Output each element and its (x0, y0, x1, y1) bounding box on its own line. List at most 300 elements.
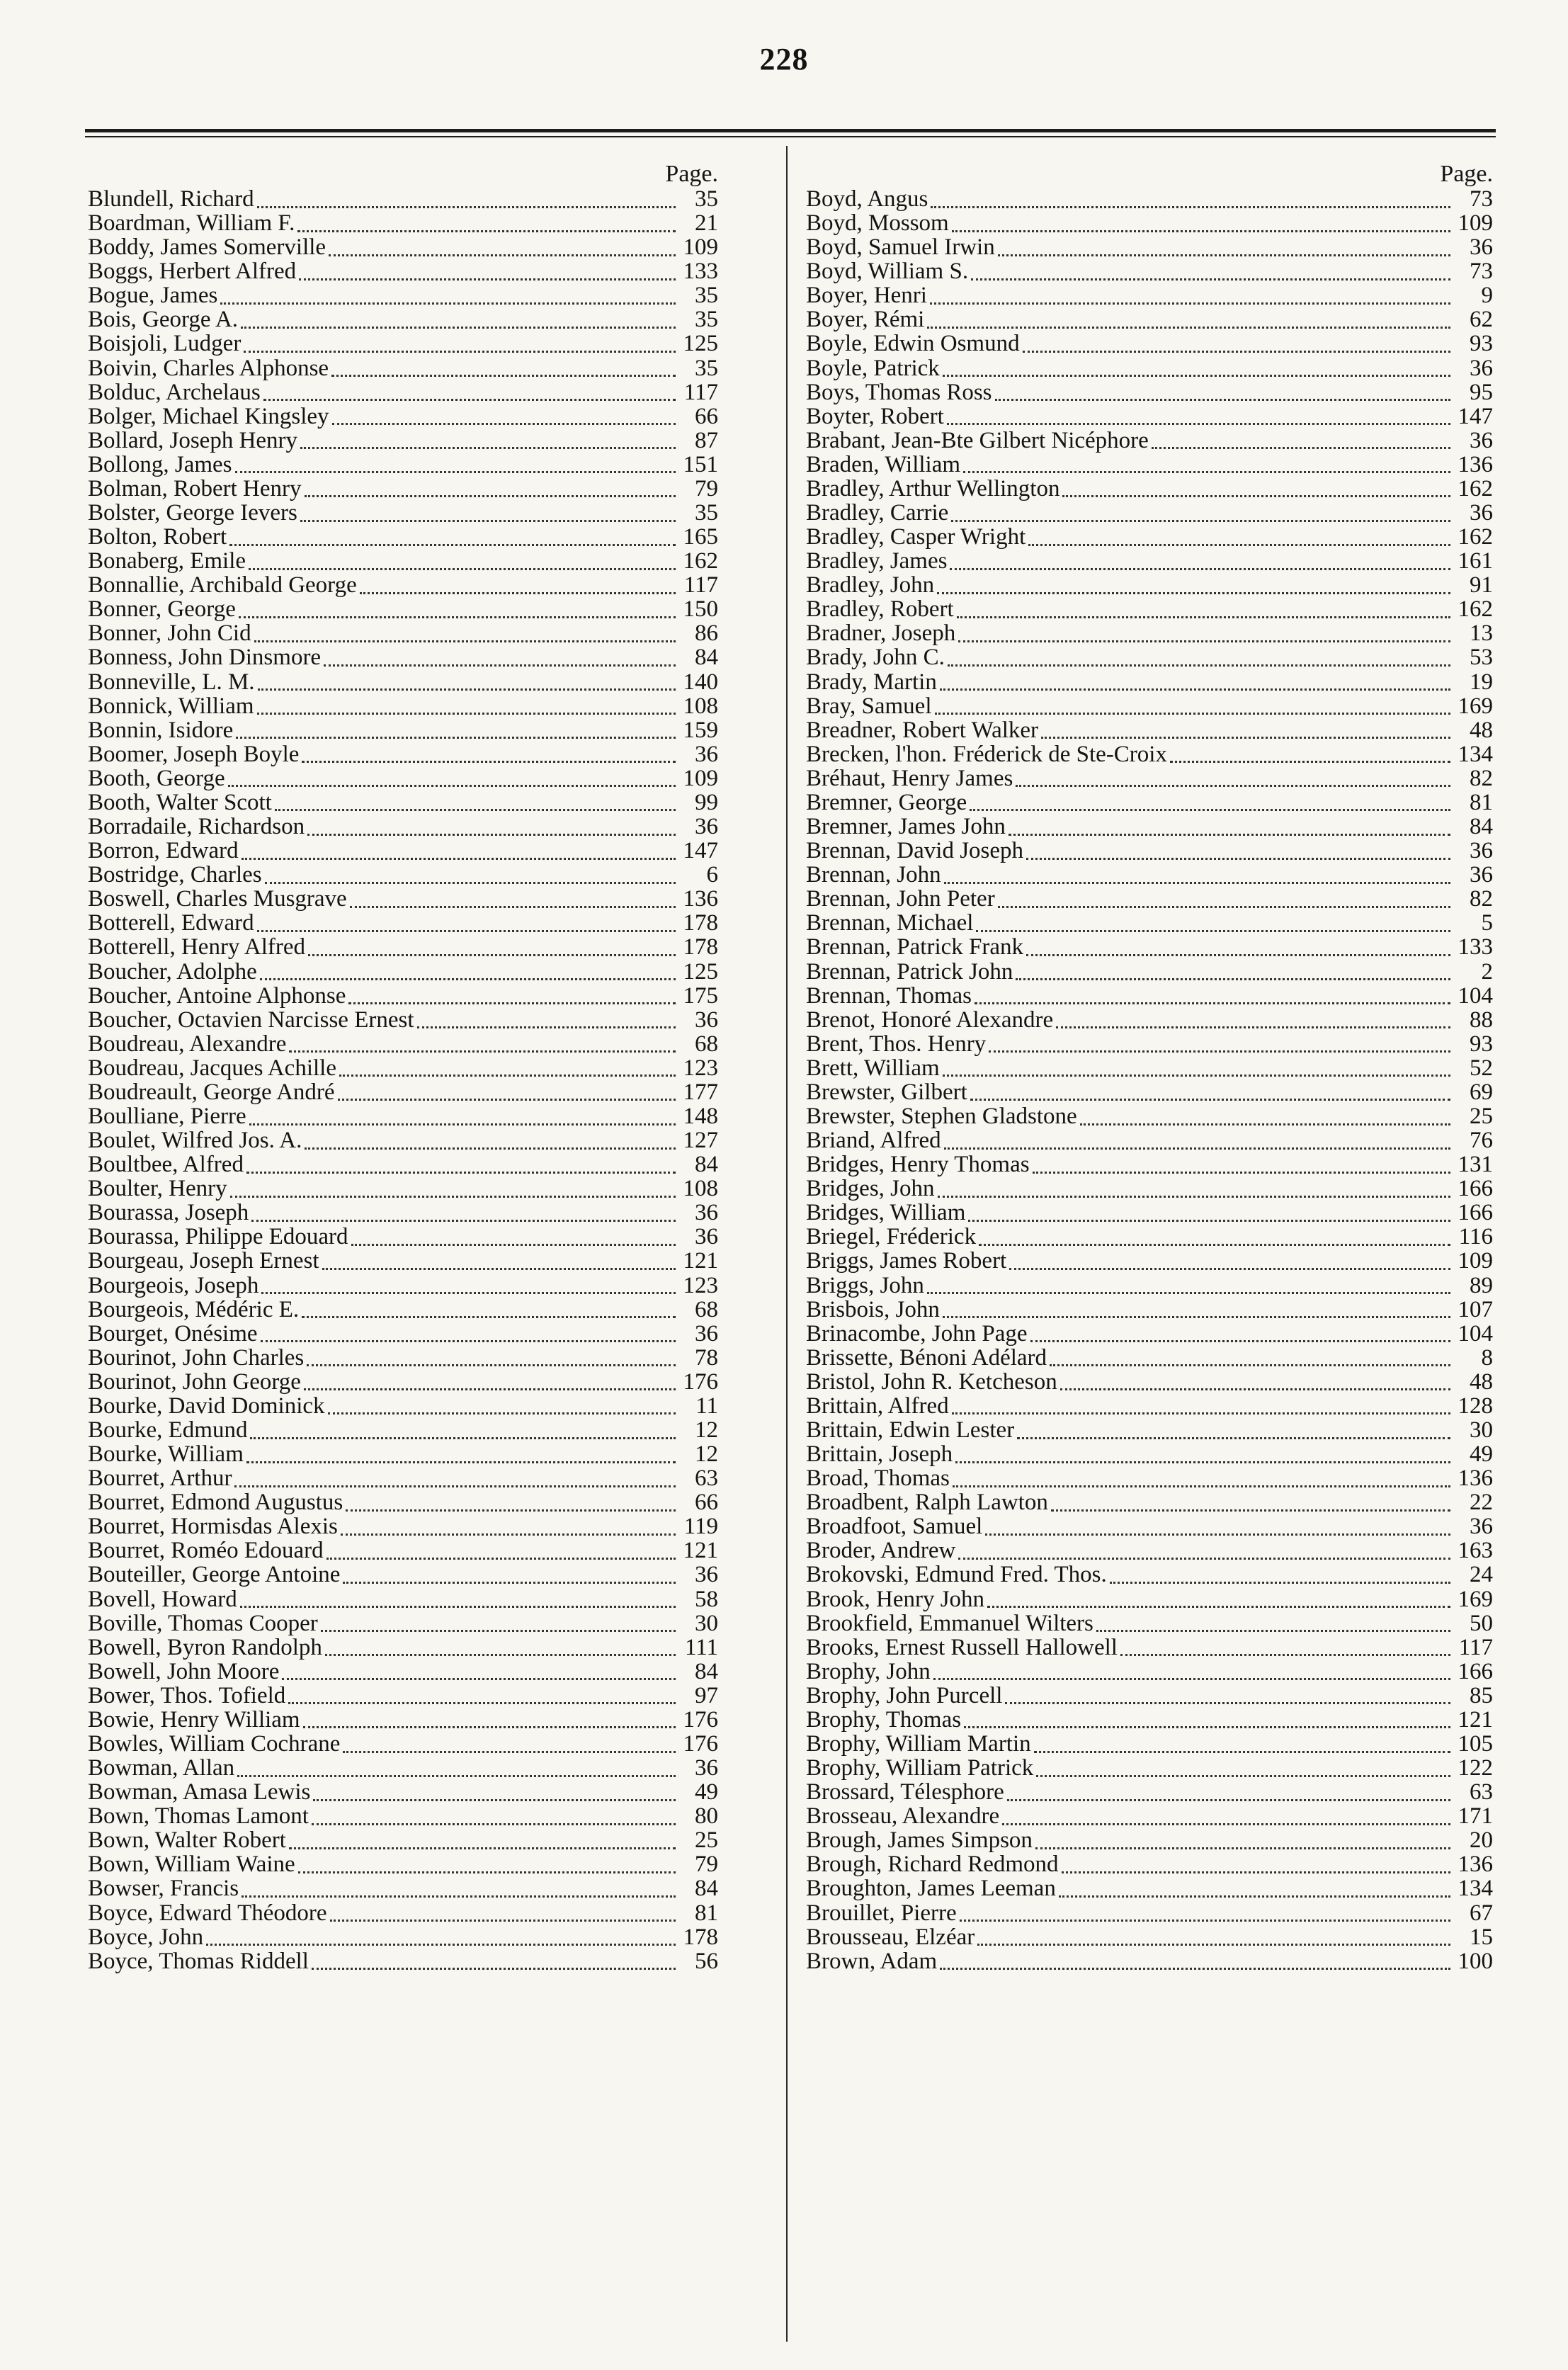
entry-name: Brisbois, John (806, 1296, 940, 1322)
dot-leader (324, 657, 676, 667)
index-entry (88, 1152, 718, 1177)
dot-leader (360, 585, 676, 594)
entry-name: Bown, Walter Robert (88, 1827, 286, 1854)
index-entry (88, 525, 718, 549)
index-entry (88, 1032, 718, 1056)
entry-name: Boultbee, Alfred (88, 1152, 244, 1178)
entry-page: 100 (1458, 1948, 1493, 1974)
entry-page: 53 (1470, 645, 1493, 671)
dot-leader (995, 392, 1450, 401)
dot-leader (998, 247, 1450, 256)
entry-page: 125 (683, 331, 718, 357)
entry-name: Brook, Henry John (806, 1586, 985, 1612)
entry-page: 73 (1470, 186, 1493, 212)
entry-page: 117 (683, 379, 718, 405)
entry-page: 150 (683, 596, 718, 623)
entry-page: 36 (695, 1320, 718, 1346)
entry-name: Boyle, Patrick (806, 355, 940, 381)
dot-leader (302, 1309, 676, 1318)
index-entry (88, 1925, 718, 1949)
index-entry (88, 1466, 718, 1490)
entry-name: Bourgeois, Médéric E. (88, 1296, 300, 1322)
entry-name: Bowell, Byron Randolph (88, 1634, 322, 1660)
entry-page: 9 (1481, 283, 1493, 309)
dot-leader (328, 1405, 676, 1414)
index-entry (88, 1708, 718, 1732)
entry-page: 49 (1470, 1441, 1493, 1468)
entry-name: Bowie, Henry William (88, 1706, 300, 1733)
index-entry (806, 1708, 1493, 1732)
index-entry (806, 1804, 1493, 1828)
index-entry (88, 1128, 718, 1152)
entry-page: 131 (1458, 1152, 1493, 1178)
entry-name: Boucher, Antoine Alphonse (88, 982, 346, 1009)
entry-page: 58 (695, 1586, 718, 1612)
entry-name: Bonner, George (88, 596, 236, 623)
entry-name: Brissette, Bénoni Adélard (806, 1344, 1047, 1371)
entry-page: 111 (684, 1634, 718, 1660)
entry-page: 91 (1470, 572, 1493, 599)
entry-page: 12 (695, 1417, 718, 1443)
dot-leader (1016, 778, 1450, 787)
entry-page: 178 (683, 910, 718, 936)
entry-page: 35 (695, 186, 718, 212)
dot-leader (325, 1647, 676, 1656)
dot-leader (998, 899, 1450, 908)
dot-leader (305, 1140, 676, 1150)
dot-leader (254, 633, 676, 642)
entry-name: Bremner, George (806, 789, 967, 815)
index-entry (806, 1780, 1493, 1804)
entry-name: Boisjoli, Ludger (88, 331, 242, 357)
index-entry (88, 1442, 718, 1466)
index-entry (806, 525, 1493, 549)
entry-page: 66 (695, 403, 718, 429)
dot-leader (1152, 440, 1450, 449)
entry-name: Broughton, James Leeman (806, 1876, 1056, 1902)
index-entry (806, 549, 1493, 573)
entry-page: 35 (695, 307, 718, 333)
entry-name: Bradner, Joseph (806, 620, 956, 647)
entry-name: Botterell, Edward (88, 910, 254, 936)
index-entry (88, 1225, 718, 1249)
entry-page: 30 (695, 1610, 718, 1636)
index-entry (88, 1514, 718, 1538)
index-entry (806, 1418, 1493, 1442)
entry-page: 2 (1481, 958, 1493, 985)
entry-name: Brennan, David Joseph (806, 838, 1024, 864)
entry-name: Bowman, Allan (88, 1755, 235, 1781)
entry-page: 159 (683, 717, 718, 743)
dot-leader (258, 681, 676, 691)
dot-leader (943, 1309, 1450, 1318)
entry-name: Briegel, Fréderick (806, 1224, 977, 1250)
index-entry (88, 1780, 718, 1804)
entry-name: Botterell, Henry Alfred (88, 934, 305, 960)
dot-leader (228, 778, 676, 787)
dot-leader (958, 1550, 1450, 1560)
dot-leader (951, 513, 1450, 522)
index-entry (88, 1901, 718, 1925)
entry-page: 136 (1458, 1465, 1493, 1492)
entry-name: Bolman, Robert Henry (88, 475, 302, 501)
dot-leader (229, 537, 676, 546)
entry-page: 20 (1470, 1827, 1493, 1854)
index-entry (806, 1249, 1493, 1273)
index-entry (806, 211, 1493, 235)
entry-page: 36 (695, 1200, 718, 1226)
dot-leader (249, 561, 676, 570)
entry-page: 136 (1458, 451, 1493, 477)
dot-leader (312, 1961, 676, 1970)
entry-page: 68 (695, 1031, 718, 1057)
dot-leader (1062, 488, 1450, 497)
page-column-header: Page. (665, 161, 718, 187)
entry-name: Boyter, Robert (806, 403, 944, 429)
dot-leader (971, 271, 1450, 280)
dot-leader (242, 851, 676, 860)
entry-page: 133 (683, 259, 718, 285)
entry-name: Bown, William Waine (88, 1852, 295, 1878)
index-entry (806, 1152, 1493, 1177)
entry-name: Brewster, Stephen Gladstone (806, 1103, 1077, 1129)
entry-name: Brittain, Alfred (806, 1393, 949, 1419)
index-entry (88, 404, 718, 429)
dot-leader (937, 585, 1450, 594)
index-entry (806, 1128, 1493, 1152)
entry-page: 36 (1470, 1514, 1493, 1540)
dot-leader (257, 705, 676, 715)
index-entry (88, 766, 718, 790)
index-entry (806, 1177, 1493, 1201)
entry-page: 97 (695, 1682, 718, 1708)
dot-leader (326, 1550, 676, 1560)
entry-page: 147 (1458, 403, 1493, 429)
index-entry (88, 453, 718, 477)
dot-leader (257, 199, 676, 208)
entry-page: 13 (1470, 620, 1493, 647)
dot-leader (351, 1237, 676, 1246)
entry-name: Brown, Adam (806, 1948, 938, 1974)
entry-page: 6 (706, 862, 718, 888)
index-entry (806, 1852, 1493, 1876)
dot-leader (970, 802, 1450, 811)
entry-name: Booth, George (88, 765, 225, 791)
index-entry (806, 1056, 1493, 1080)
entry-page: 161 (1458, 548, 1493, 574)
entry-name: Brennan, John (806, 862, 941, 888)
dot-leader (343, 1575, 676, 1584)
dot-leader (1080, 1116, 1450, 1126)
index-entry (88, 1346, 718, 1370)
index-entry (806, 839, 1493, 863)
entry-page: 84 (695, 1876, 718, 1902)
index-entry (806, 1104, 1493, 1128)
entry-page: 134 (1458, 741, 1493, 767)
index-entry (806, 1756, 1493, 1780)
entry-name: Bourassa, Joseph (88, 1200, 249, 1226)
index-entry (806, 1901, 1493, 1925)
index-entry (88, 960, 718, 984)
entry-name: Bolger, Michael Kingsley (88, 403, 329, 429)
dot-leader (251, 1213, 676, 1222)
index-entry (806, 1322, 1493, 1346)
index-entry (806, 501, 1493, 525)
index-entry (806, 1538, 1493, 1563)
dot-leader (300, 513, 676, 522)
dot-leader (1036, 1768, 1450, 1777)
index-entry (88, 1080, 718, 1104)
dot-leader (235, 464, 676, 473)
entry-name: Bourinot, John Charles (88, 1344, 305, 1371)
dot-leader (943, 368, 1450, 377)
index-entry (88, 1732, 718, 1756)
dot-leader (1026, 947, 1450, 956)
index-entry (88, 670, 718, 694)
index-entry (88, 1538, 718, 1563)
entry-page: 11 (695, 1393, 718, 1419)
dot-leader (944, 1140, 1450, 1150)
dot-leader (987, 1599, 1450, 1608)
dot-leader (947, 416, 1450, 425)
dot-leader (299, 271, 676, 280)
entry-name: Brennan, John Peter (806, 886, 995, 912)
entry-page: 107 (1458, 1296, 1493, 1322)
index-entry (88, 694, 718, 718)
entry-name: Bourke, Edmund (88, 1417, 248, 1443)
entry-name: Bridges, William (806, 1200, 966, 1226)
index-entry (88, 742, 718, 766)
entry-name: Boucher, Octavien Narcisse Ernest (88, 1007, 414, 1033)
entry-page: 108 (683, 1176, 718, 1202)
dot-leader (246, 1454, 676, 1463)
entry-page: 178 (683, 1924, 718, 1950)
dot-leader (236, 730, 676, 739)
dot-leader (958, 633, 1450, 642)
entry-name: Brossard, Télesphore (806, 1779, 1004, 1805)
dot-leader (970, 1092, 1450, 1101)
index-entry (88, 1756, 718, 1780)
dot-leader (975, 995, 1450, 1004)
entry-name: Brennan, Patrick John (806, 958, 1013, 985)
entry-name: Bradley, Casper Wright (806, 524, 1026, 550)
index-entry (88, 1298, 718, 1322)
index-entry (88, 1201, 718, 1225)
entry-page: 25 (695, 1827, 718, 1854)
index-entry (88, 1056, 718, 1080)
entry-page: 148 (683, 1103, 718, 1129)
index-entry (88, 1418, 718, 1442)
index-entry (88, 911, 718, 935)
index-entry (88, 356, 718, 380)
entry-name: Bourassa, Philippe Edouard (88, 1224, 348, 1250)
dot-leader (1041, 730, 1450, 739)
entry-page: 89 (1470, 1272, 1493, 1298)
dot-leader (940, 1961, 1450, 1970)
entry-name: Boyer, Henri (806, 283, 927, 309)
index-list-right (806, 187, 1493, 1973)
index-entry (806, 187, 1493, 211)
entry-page: 128 (1458, 1393, 1493, 1419)
entry-page: 119 (683, 1514, 718, 1540)
dot-leader (953, 1478, 1450, 1487)
entry-page: 162 (1458, 596, 1493, 623)
entry-page: 176 (683, 1706, 718, 1733)
entry-page: 36 (1470, 862, 1493, 888)
entry-page: 25 (1470, 1103, 1493, 1129)
index-entry (88, 1635, 718, 1660)
dot-leader (1110, 1575, 1450, 1584)
entry-name: Bridges, Henry Thomas (806, 1152, 1030, 1178)
column-divider (786, 146, 788, 2342)
entry-name: Booth, Walter Scott (88, 789, 272, 815)
entry-name: Bourgeau, Joseph Ernest (88, 1248, 319, 1274)
entry-name: Brophy, William Martin (806, 1731, 1031, 1757)
entry-name: Bogue, James (88, 283, 218, 309)
index-entry (806, 1587, 1493, 1611)
index-column-left (88, 161, 718, 1973)
dot-leader (931, 199, 1450, 208)
dot-leader (927, 1285, 1450, 1294)
dot-leader (989, 1043, 1450, 1053)
dot-leader (940, 681, 1450, 691)
entry-page: 109 (1458, 210, 1493, 237)
dot-leader (329, 247, 676, 256)
entry-page: 36 (695, 1224, 718, 1250)
entry-name: Boucher, Adolphe (88, 958, 257, 985)
dot-leader (242, 1888, 676, 1898)
dot-leader (1009, 827, 1450, 836)
index-entry (806, 429, 1493, 453)
dot-leader (1028, 537, 1450, 546)
entry-page: 116 (1458, 1224, 1493, 1250)
entry-name: Bourret, Edmond Augustus (88, 1490, 343, 1516)
entry-page: 93 (1470, 1031, 1493, 1057)
entry-page: 136 (683, 886, 718, 912)
index-entry (806, 1925, 1493, 1949)
entry-name: Briggs, John (806, 1272, 924, 1298)
index-entry (806, 235, 1493, 259)
dot-leader (960, 1912, 1450, 1922)
entry-page: 81 (1470, 789, 1493, 815)
entry-name: Brookfield, Emmanuel Wilters (806, 1610, 1093, 1636)
dot-leader (282, 1671, 676, 1680)
dot-leader (331, 368, 676, 377)
entry-name: Bostridge, Charles (88, 862, 262, 888)
dot-leader (1120, 1647, 1450, 1656)
dot-leader (237, 1768, 676, 1777)
index-entry (88, 1684, 718, 1708)
entry-name: Brabant, Jean-Bte Gilbert Nicéphore (806, 427, 1149, 453)
entry-name: Briand, Alfred (806, 1128, 941, 1154)
entry-name: Boys, Thomas Ross (806, 379, 992, 405)
entry-page: 8 (1481, 1344, 1493, 1371)
index-entry (806, 718, 1493, 742)
dot-leader (985, 1526, 1450, 1536)
entry-page: 85 (1470, 1682, 1493, 1708)
entry-page: 176 (683, 1368, 718, 1395)
entry-page: 162 (1458, 475, 1493, 501)
dot-leader (332, 416, 676, 425)
entry-page: 36 (695, 814, 718, 840)
index-entry (806, 766, 1493, 790)
dot-leader (1030, 1333, 1450, 1342)
index-entry (806, 356, 1493, 380)
dot-leader (346, 1502, 676, 1512)
entry-name: Brokovski, Edmund Fred. Thos. (806, 1562, 1107, 1588)
dot-leader (304, 1381, 676, 1390)
entry-name: Bréhaut, Henry James (806, 765, 1013, 791)
index-entry (88, 477, 718, 501)
index-entry (88, 1587, 718, 1611)
index-entry (88, 573, 718, 597)
entry-page: 121 (683, 1538, 718, 1564)
entry-page: 35 (695, 283, 718, 309)
dot-leader (943, 1067, 1450, 1077)
dot-leader (979, 1237, 1450, 1246)
entry-page: 93 (1470, 331, 1493, 357)
index-entry (88, 597, 718, 621)
entry-page: 73 (1470, 259, 1493, 285)
entry-name: Bower, Thos. Tofield (88, 1682, 286, 1708)
index-entry (88, 621, 718, 645)
entry-page: 66 (695, 1490, 718, 1516)
entry-page: 36 (695, 1755, 718, 1781)
entry-name: Briggs, James Robert (806, 1248, 1007, 1274)
index-entry (806, 645, 1493, 669)
entry-page: 169 (1458, 693, 1493, 719)
entry-page: 133 (1458, 934, 1493, 960)
entry-page: 105 (1458, 1731, 1493, 1757)
entry-page: 5 (1481, 910, 1493, 936)
index-entry (88, 1804, 718, 1828)
dot-leader (265, 875, 676, 884)
header-rule-thin (85, 136, 1496, 137)
dot-leader (303, 1719, 676, 1728)
index-entry (806, 960, 1493, 984)
entry-name: Brennan, Patrick Frank (806, 934, 1024, 960)
dot-leader (322, 1261, 676, 1270)
entry-page: 79 (695, 475, 718, 501)
dot-leader (343, 1744, 676, 1753)
entry-page: 171 (1458, 1803, 1493, 1830)
entry-name: Boswell, Charles Musgrave (88, 886, 347, 912)
dot-leader (312, 1816, 676, 1825)
index-entry (88, 1852, 718, 1876)
entry-name: Bois, George A. (88, 307, 239, 333)
entry-page: 178 (683, 934, 718, 960)
entry-name: Boomer, Joseph Boyle (88, 741, 300, 767)
index-entry (88, 1394, 718, 1418)
entry-page: 36 (1470, 355, 1493, 381)
index-entry (806, 1635, 1493, 1660)
entry-page: 109 (1458, 1248, 1493, 1274)
dot-leader (1051, 1502, 1450, 1512)
dot-leader (1026, 851, 1450, 860)
index-entry (806, 380, 1493, 404)
entry-page: 19 (1470, 669, 1493, 695)
entry-page: 109 (683, 765, 718, 791)
index-entry (806, 331, 1493, 356)
entry-page: 36 (1470, 838, 1493, 864)
dot-leader (330, 1912, 676, 1922)
entry-name: Bowles, William Cochrane (88, 1731, 341, 1757)
dot-leader (955, 1454, 1450, 1463)
entry-page: 87 (695, 427, 718, 453)
dot-leader (261, 1285, 676, 1294)
dot-leader (275, 802, 676, 811)
dot-leader (288, 1695, 676, 1704)
